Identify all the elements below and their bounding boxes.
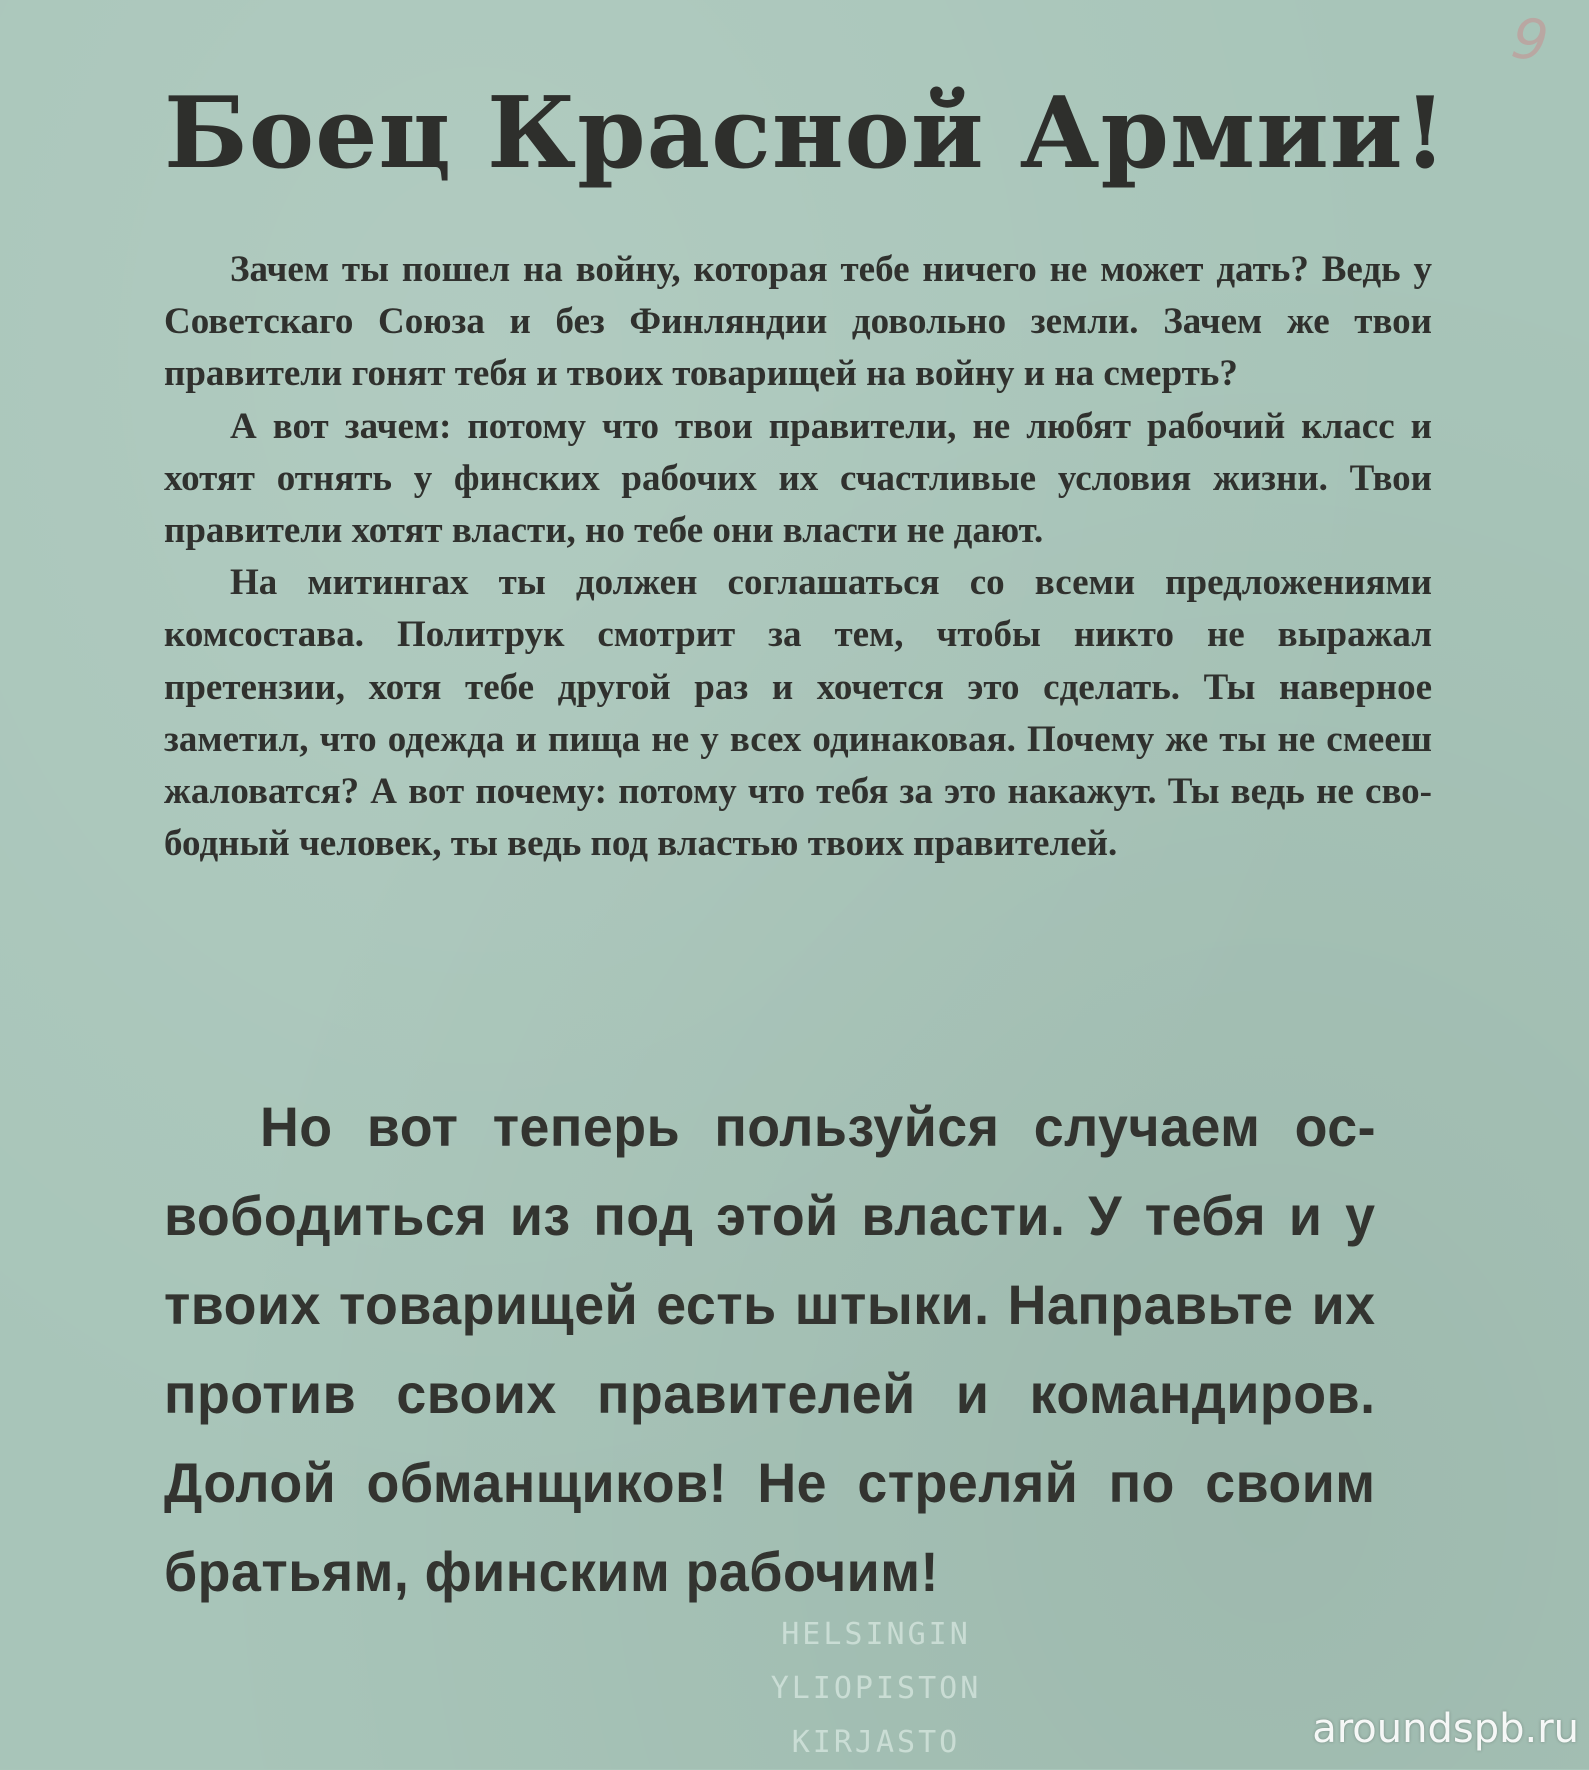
paragraph-2: А вот зачем: потому что твои правители, не любят рабочий класс и хотят отнять у финских рабочих их счастливые условия жизни. Твои правители хотят власти, но тебе они власти не дают.: [164, 405, 1432, 552]
appeal-text: Но вот теперь пользуйся случаем освободиться из под этой власти. У тебя и у твоих товарищей есть штыки. Направьте их против своих правителей и командиров. Долой обманщиков! Не стреляй по своим братьям, финским рабочим!: [164, 1095, 1376, 1603]
paragraph-1: Зачем ты пошел на войну, которая тебе ничего не может дать? Ведь у Советскаго Союза и без Финляндии довольно земли. Зачем же твои правители гонят тебя и твоих товарищей на войну и на смерть?: [164, 249, 1432, 395]
stamp-line-1: HELSINGIN: [781, 1617, 971, 1652]
appeal-block: [164, 1082, 1376, 1616]
stamp-line-2: YLIOPISTON: [770, 1671, 982, 1706]
paragraph-3: На митингах ты должен соглашаться со всеми предложениями комсостава. Политрук смотрит за тем, чтобы никто не выражал претензии, хотя тебе другой раз и хочется это сделать. Ты наверное заметил, что одежда и пища не у всех одинаковая. Почему же ты не смееш жаловатся? А вот почему: потому что тебя за это накажут. Ты ведь не свободный человек, ты ведь под властью твоих правителей.: [164, 562, 1432, 865]
page-number: 9: [1507, 5, 1552, 76]
stamp-line-3: KIRJASTO: [791, 1725, 961, 1760]
leaflet-title: Боец Красной Армии!: [164, 76, 1448, 191]
library-stamp: [756, 1608, 996, 1770]
site-watermark: aroundspb.ru: [1312, 1706, 1579, 1752]
body-text: [164, 244, 1432, 870]
